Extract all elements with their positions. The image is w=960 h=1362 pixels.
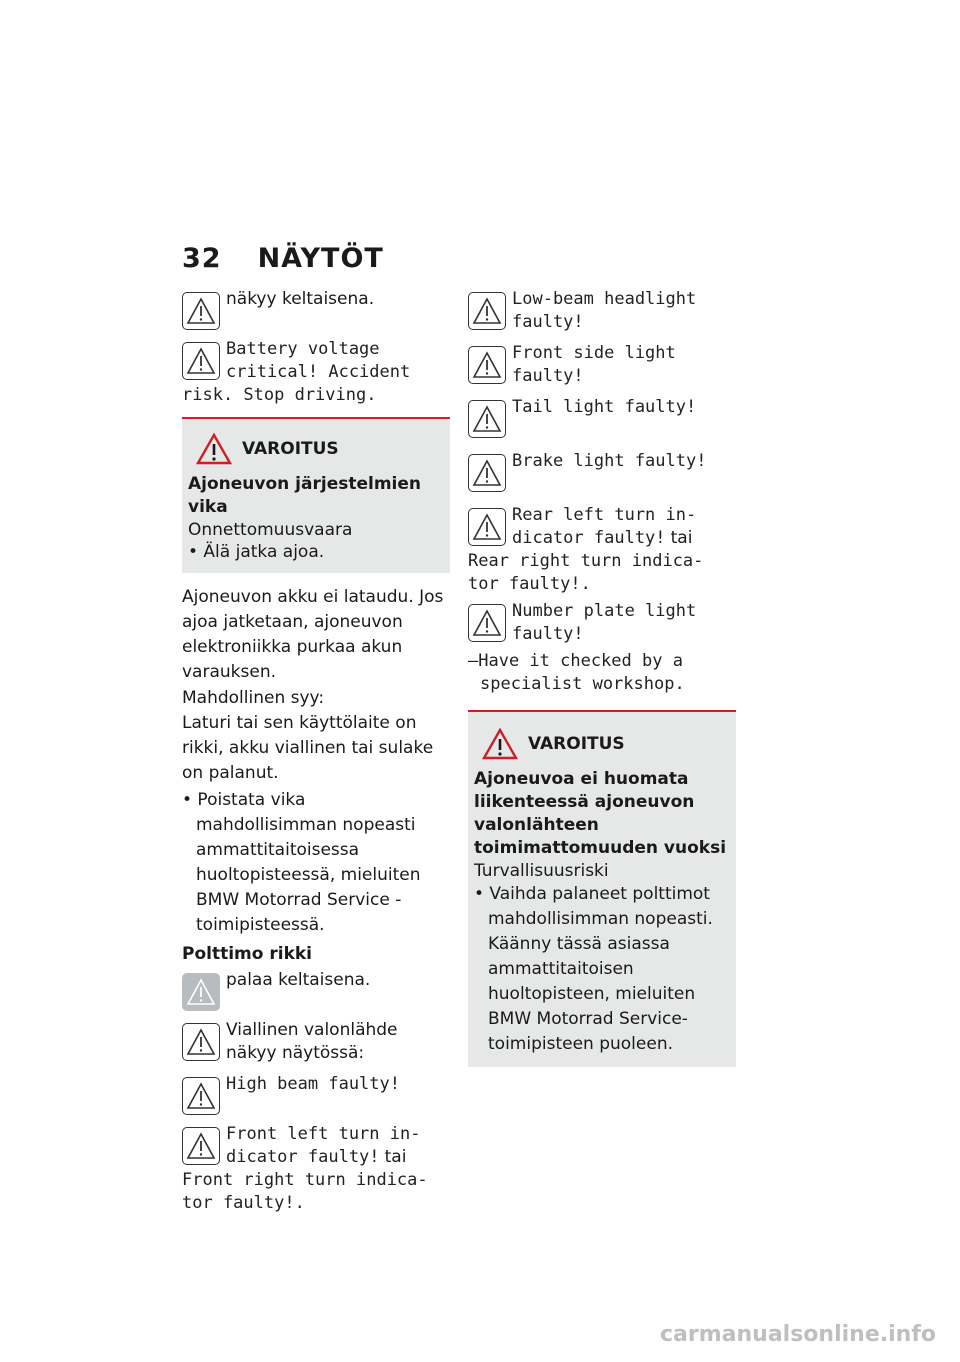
or-word: tai <box>670 528 693 548</box>
high-beam-item <box>182 1073 450 1115</box>
bullet-item: • Poistata vika mahdollisimman nopeasti ammattitaitoisessa huoltopisteessä, mieluiten BMW Motorrad Service -toimipisteessä. <box>182 790 421 935</box>
right-column <box>468 288 736 1079</box>
message-line: Rear left turn in- <box>512 505 697 525</box>
warning-subtitle: Onnettomuusvaara <box>188 520 353 540</box>
warning-triangle-icon <box>468 292 506 330</box>
warning-label: VAROITUS <box>242 439 339 459</box>
message-line: Rear right turn indica- <box>468 551 704 571</box>
warning-bullet: • Vaihda palaneet polttimot mahdollisimman nopeasti. Käänny tässä asiassa ammattitaitoisen huoltopisteen, mieluiten BMW Motorrad Service-toimipisteen puoleen. <box>474 884 713 1054</box>
warning-triangle-icon <box>182 973 220 1011</box>
body-paragraph: Laturi tai sen käyttölaite on rikki, akku viallinen tai sulake on palanut. <box>182 713 434 783</box>
page-header <box>182 243 384 274</box>
warning-triangle-icon <box>182 342 220 380</box>
body-paragraph: Mahdollinen syy: <box>182 688 325 708</box>
message-line: dicator faulty! <box>512 528 666 548</box>
message-line: tor faulty!. <box>468 574 591 594</box>
warning-triangle-red-icon <box>482 728 518 760</box>
message-line: Number plate light <box>512 601 697 621</box>
faulty-light-item <box>182 1019 450 1065</box>
warning-triangle-icon <box>182 1127 220 1165</box>
message-line: Front left turn in- <box>226 1124 421 1144</box>
warning-triangle-icon <box>182 1077 220 1115</box>
warning-triangle-icon <box>468 454 506 492</box>
page-title: NÄYTÖT <box>257 243 384 274</box>
or-word: tai <box>384 1147 407 1167</box>
low-beam-item <box>468 288 736 334</box>
message-line: risk. Stop driving. <box>182 385 377 405</box>
page-number: 32 <box>182 243 222 274</box>
dash-item: specialist workshop. <box>480 674 685 694</box>
battery-message-item <box>182 338 450 407</box>
section-title: Polttimo rikki <box>182 944 313 964</box>
message-line: faulty! <box>512 366 584 386</box>
warning-heading: Ajoneuvon järjestelmien vika <box>188 474 421 517</box>
warning-title <box>188 433 444 465</box>
warning-triangle-red-icon <box>196 433 232 465</box>
warning-label: VAROITUS <box>528 734 625 754</box>
message-line: Brake light faulty! <box>512 451 707 471</box>
message-line: tor faulty!. <box>182 1193 305 1213</box>
message-line: Front side light <box>512 343 676 363</box>
indicator-yellow-item <box>182 288 450 330</box>
body-paragraph: Ajoneuvon akku ei lataudu. Jos ajoa jatketaan, ajoneuvon elektroniikka purkaa akun varauksen. <box>182 587 444 682</box>
left-column <box>182 288 450 1223</box>
number-plate-light-item <box>468 600 736 646</box>
front-side-light-item <box>468 342 736 388</box>
message-line: Tail light faulty! <box>512 397 697 417</box>
message-line: dicator faulty! <box>226 1147 380 1167</box>
front-turn-indicator-item <box>182 1123 450 1215</box>
message-line: Battery voltage <box>226 339 380 359</box>
warning-title <box>474 728 730 760</box>
warning-heading: Ajoneuvoa ei huomata liikenteessä ajoneuvon valonlähteen toimimattomuuden vuoksi <box>474 769 727 858</box>
warning-triangle-icon <box>468 400 506 438</box>
watermark: carmanualsonline.info <box>660 1322 936 1347</box>
message-line: High beam faulty! <box>226 1074 400 1094</box>
warning-triangle-icon <box>182 292 220 330</box>
message-line: Low-beam headlight <box>512 289 697 309</box>
warning-triangle-icon <box>182 1023 220 1061</box>
rear-turn-indicator-item <box>468 504 736 596</box>
indicator-grey-item <box>182 969 450 1011</box>
tail-light-item <box>468 396 736 438</box>
item-text: palaa keltaisena. <box>226 970 371 990</box>
brake-light-item <box>468 450 736 492</box>
message-line: Front right turn indica- <box>182 1170 428 1190</box>
message-line: faulty! <box>512 312 584 332</box>
dash-item: –Have it checked by a <box>468 651 683 671</box>
message-line: critical! Accident <box>226 362 411 382</box>
warning-triangle-icon <box>468 508 506 546</box>
warning-box <box>468 710 736 1067</box>
warning-subtitle: Turvallisuusriski <box>474 861 609 881</box>
warning-bullet: • Älä jatka ajoa. <box>188 542 325 562</box>
item-text: näkyy keltaisena. <box>226 289 375 309</box>
warning-triangle-icon <box>468 346 506 384</box>
item-text: Viallinen valonlähde näkyy näytössä: <box>226 1020 398 1063</box>
warning-triangle-icon <box>468 604 506 642</box>
message-line: faulty! <box>512 624 584 644</box>
warning-box <box>182 417 450 573</box>
